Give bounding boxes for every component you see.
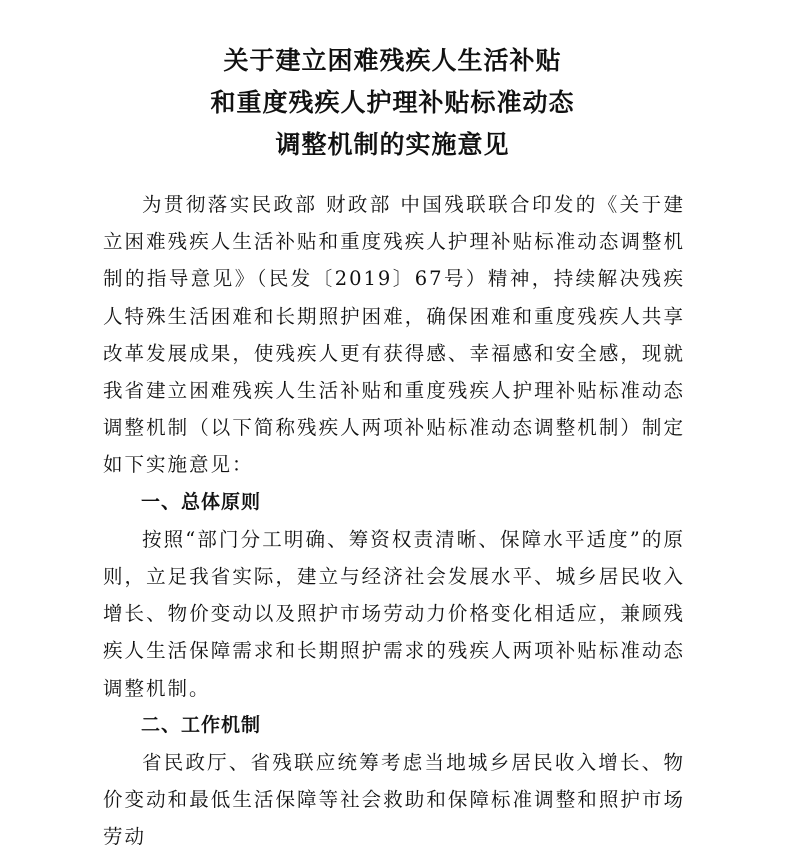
intro-paragraph: 为贯彻落实民政部 财政部 中国残联联合印发的《关于建立困难残疾人生活补贴和重度残疾人护理补贴标准动态调整机制的指导意见》（民发〔2019〕67号）精神，持续解决残疾人特殊生活困难和长期照护困难，确保困难和重度残疾人共享改革发展成果，使残疾人更有获得感、幸福感和安全感，现就我省建立困难残疾人生活补贴和重度残疾人护理补贴标准动态调整机制（以下简称残疾人两项补贴标准动态调整机制）制定如下实施意见： bbox=[103, 193, 685, 477]
document-body bbox=[103, 186, 685, 856]
section-paragraph-general-principles: 按照“部门分工明确、筹资权责清晰、保障水平适度”的原则，立足我省实际，建立与经济社会发展水平、城乡居民收入增长、物价变动以及照护市场劳动力价格变化相适应，兼顾残疾人生活保障需求和长期照护需求的残疾人两项补贴标准动态调整机制。 bbox=[103, 527, 685, 700]
title-line-3: 调整机制的实施意见 bbox=[275, 130, 510, 159]
section-heading-work-mechanism: 二、工作机制 bbox=[141, 713, 262, 736]
title-line-2: 和重度残疾人护理补贴标准动态 bbox=[210, 88, 575, 117]
section-heading-general-principles: 一、总体原则 bbox=[141, 490, 262, 513]
document-title bbox=[0, 40, 785, 166]
title-line-1: 关于建立困难残疾人生活补贴 bbox=[223, 46, 562, 75]
section-paragraph-work-mechanism: 省民政厅、省残联应统筹考虑当地城乡居民收入增长、物价变动和最低生活保障等社会救助和保障标准调整和照护市场劳动 bbox=[103, 751, 685, 849]
